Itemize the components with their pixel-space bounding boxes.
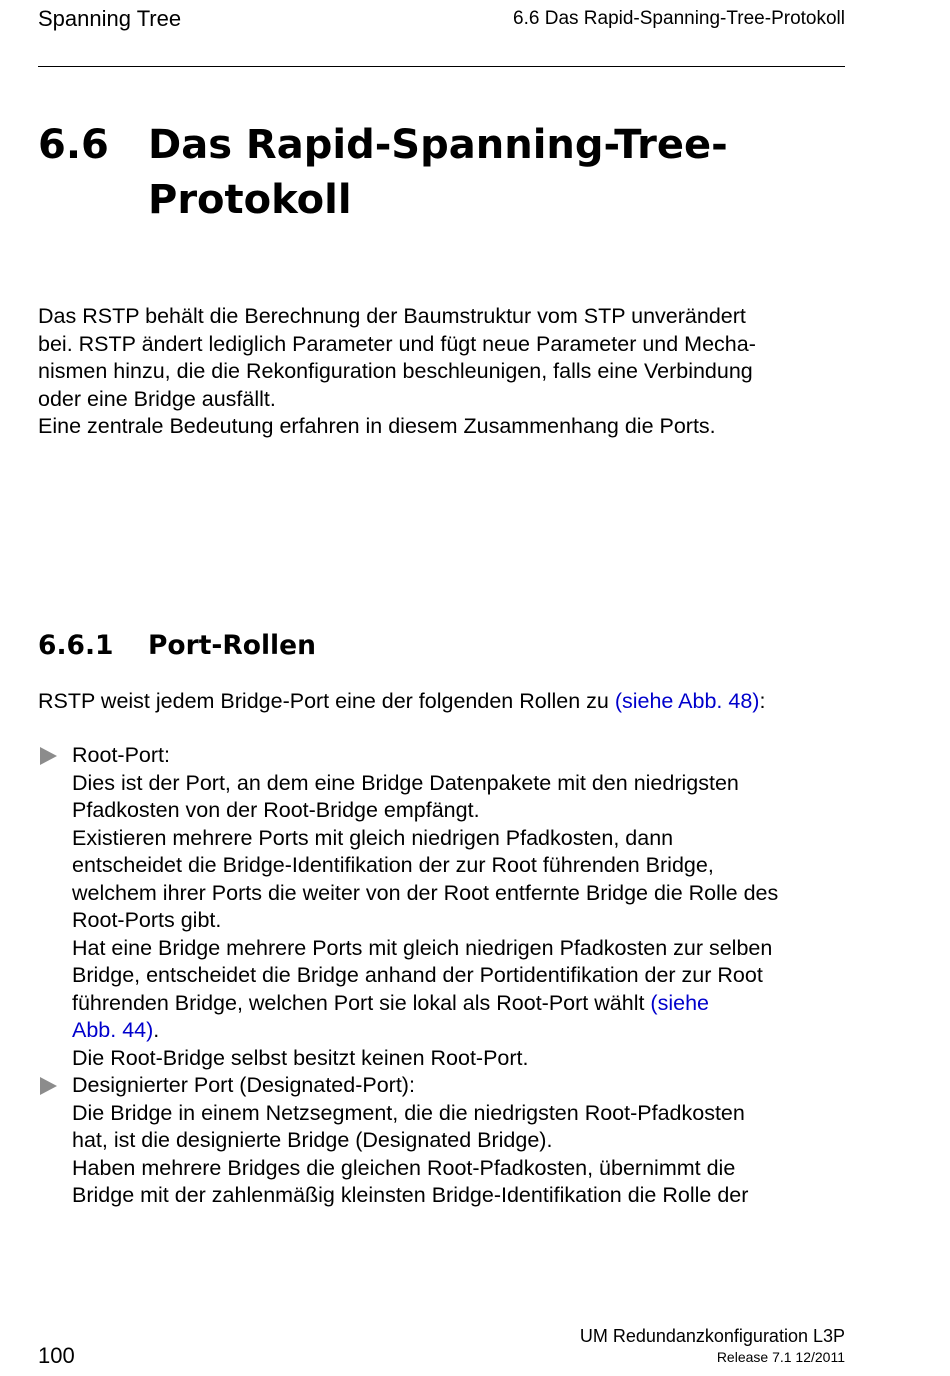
roles-intro (38, 688, 765, 716)
paragraph-line: nismen hinzu, die die Rekonfiguration beschleunigen, falls eine Verbindung (38, 359, 753, 383)
roles-intro-text: RSTP weist jedem Bridge-Port eine der folgenden Rollen zu (38, 689, 615, 713)
bullet-line: welchem ihrer Ports die weiter von der Root entfernte Bridge die Rolle des (72, 880, 779, 905)
bullet-line: Existieren mehrere Ports mit gleich niedrigen Pfadkosten, dann (72, 825, 674, 850)
intro-paragraph (38, 303, 848, 441)
roles-intro-suffix: : (759, 689, 766, 713)
section-heading (38, 118, 728, 223)
link-suffix: . (153, 1018, 160, 1042)
subsection-heading (38, 628, 316, 664)
figure-44-link-part-1[interactable]: (siehe (650, 990, 709, 1015)
bullet-line: Die Bridge in einem Netzsegment, die die niedrigsten Root-Pfadkosten (72, 1100, 745, 1125)
list-item-root-port (38, 742, 848, 1072)
section-title-line-1: Das Rapid-Spanning-Tree- (148, 122, 728, 168)
bullet-title: Root-Port: (72, 743, 170, 767)
bullet-line: Pfadkosten von der Root-Bridge empfängt. (72, 798, 480, 822)
section-title (148, 118, 828, 228)
list-item-designated-port (38, 1072, 848, 1210)
paragraph-line: oder eine Bridge ausfällt. (38, 386, 276, 411)
bullet-line: entscheidet die Bridge-Identifikation der zur Root führenden Bridge, (72, 853, 714, 877)
figure-44-link-part-2[interactable]: Abb. 44) (72, 1018, 154, 1042)
bullet-title: Designierter Port (Designated-Port): (72, 1073, 415, 1097)
bullet-line: Die Root-Bridge selbst besitzt keinen Root-Port. (72, 1045, 529, 1070)
bullet-line: Root-Ports gibt. (72, 908, 222, 932)
subsection-title: Port-Rollen (148, 630, 316, 661)
bullet-line: Dies ist der Port, an dem eine Bridge Datenpakete mit den niedrigsten (72, 770, 739, 795)
running-header-chapter: Spanning Tree (38, 6, 182, 31)
section-number: 6.6 (38, 122, 109, 168)
bullet-line: hat, ist die designierte Bridge (Designated Bridge). (72, 1128, 553, 1152)
footer-release: Release 7.1 12/2011 (716, 1349, 845, 1365)
bullet-line-text: führenden Bridge, welchen Port sie lokal als Root-Port wählt (72, 990, 651, 1015)
footer-document-title: UM Redundanzkonfiguration L3P (579, 1326, 845, 1346)
subsection-number: 6.6.1 (38, 630, 114, 661)
bullet-line: Hat eine Bridge mehrere Ports mit gleich niedrigen Pfadkosten zur selben (72, 935, 773, 960)
bullet-line (72, 990, 848, 1018)
bullet-triangle-icon (40, 1077, 57, 1095)
bullet-line: Bridge mit der zahlenmäßig kleinsten Bridge-Identifikation die Rolle der (72, 1183, 749, 1207)
header-divider (38, 66, 845, 67)
bullet-line (72, 1017, 848, 1045)
paragraph-line: bei. RSTP ändert lediglich Parameter und fügt neue Parameter und Mecha- (38, 331, 756, 356)
paragraph-line: Das RSTP behält die Berechnung der Baumstruktur vom STP unverändert (38, 304, 746, 328)
paragraph-line: Eine zentrale Bedeutung erfahren in diesem Zusammenhang die Ports. (38, 414, 716, 438)
bullet-triangle-icon (40, 747, 57, 765)
page-number: 100 (38, 1343, 75, 1368)
bullet-line: Bridge, entscheidet die Bridge anhand der Portidentifikation der zur Root (72, 963, 763, 987)
port-roles-list (38, 742, 848, 1210)
bullet-line: Haben mehrere Bridges die gleichen Root-Pfadkosten, übernimmt die (72, 1155, 736, 1180)
running-header-section: 6.6 Das Rapid-Spanning-Tree-Protokoll (513, 8, 845, 29)
section-title-line-2: Protokoll (148, 177, 352, 223)
figure-48-link[interactable]: (siehe Abb. 48) (614, 689, 760, 713)
